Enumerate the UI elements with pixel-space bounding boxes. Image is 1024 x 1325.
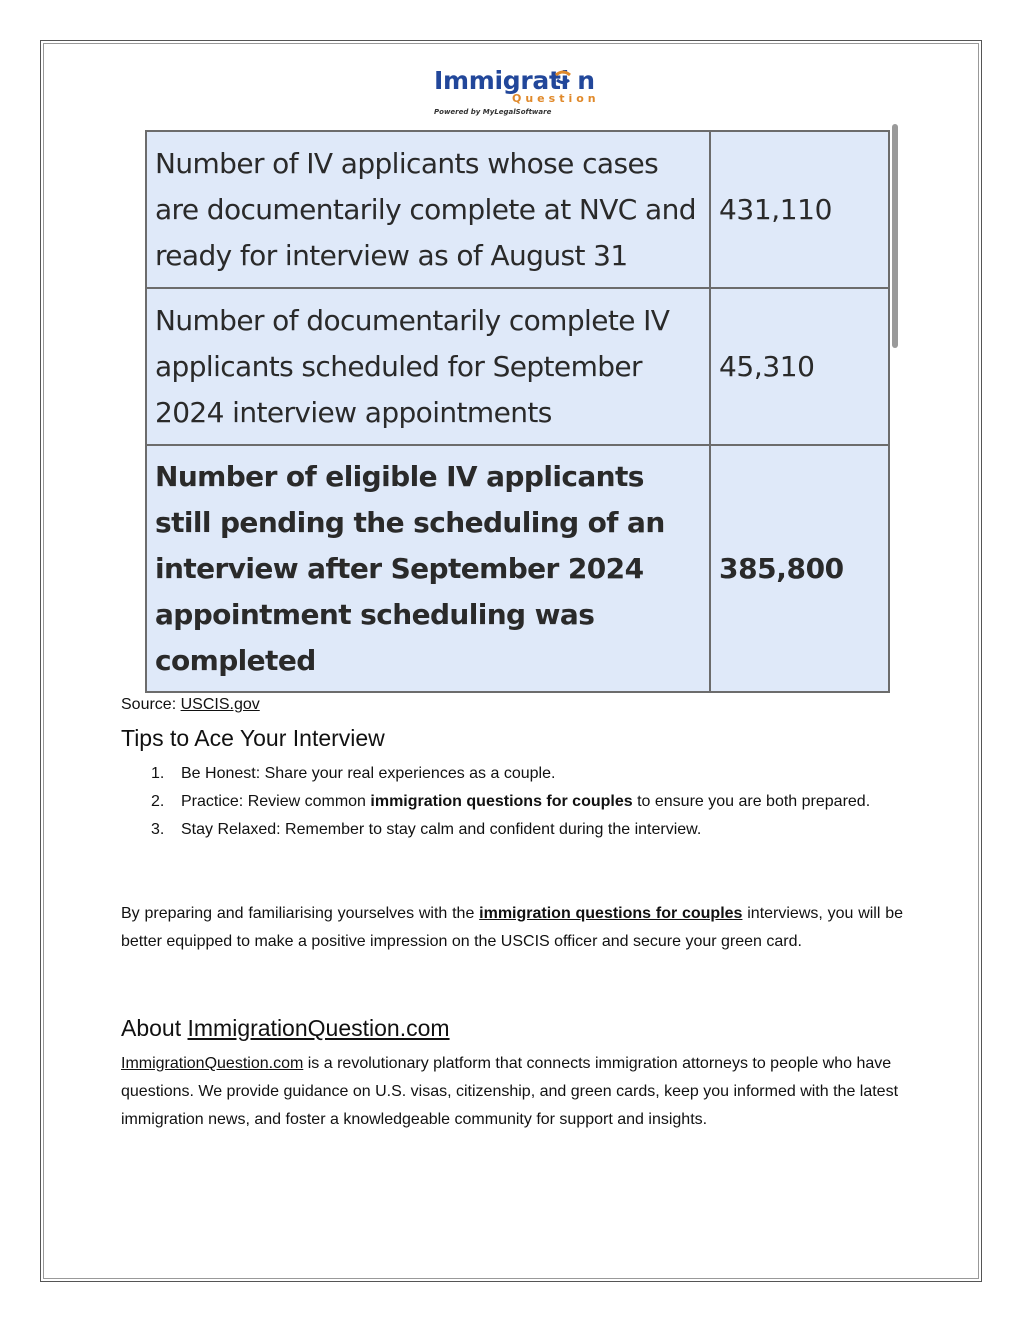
list-item-text-end: to ensure you are both prepared. (632, 793, 871, 810)
list-item-text: Stay Relaxed: Remember to stay calm and confident during the interview. (181, 821, 702, 838)
table-cell-label: Number of IV applicants whose cases are documentarily complete at NVC and ready for interview as of August 31 (146, 131, 710, 288)
list-item (121, 760, 903, 788)
table-cell-label: Number of documentarily complete IV applicants scheduled for September 2024 interview appointments (146, 288, 710, 445)
list-item-number: 3. (151, 821, 165, 838)
source-prefix: Source: (121, 696, 181, 713)
list-item (121, 816, 903, 844)
immigration-question-logo (434, 66, 604, 120)
source-link[interactable]: USCIS.gov (180, 696, 260, 713)
list-item (121, 788, 903, 816)
about-heading-link[interactable]: ImmigrationQuestion.com (187, 1015, 450, 1041)
table-scrollbar[interactable] (892, 124, 898, 348)
logo-powered-by: Powered by MyLegalSoftware (434, 108, 552, 116)
table-row (146, 288, 889, 445)
table-cell-value: 385,800 (710, 445, 889, 692)
about-text: is a revolutionary platform that connects immigration attorneys to people who have questions. We provide guidance on U.S. visas, citizenship, and green cards, keep you informed with the latest immigration news, and foster a knowledgeable community for support and insights. (121, 1055, 899, 1128)
closing-text-end: interviews, you will be better equipped to make a positive impression on the USCIS officer and secure your green card. (121, 905, 904, 950)
list-item-text: Be Honest: Share your real experiences as a couple. (181, 765, 556, 782)
about-heading (121, 1015, 450, 1042)
closing-text-start: By preparing and familiarising yourselves with the (121, 905, 480, 922)
table-row (146, 131, 889, 288)
table-cell-value: 45,310 (710, 288, 889, 445)
list-item-text-start: Practice: Review common (181, 793, 371, 810)
table-cell-value: 431,110 (710, 131, 889, 288)
list-item-keyword: immigration questions for couples (370, 793, 633, 810)
nvc-statistics-table (145, 130, 890, 693)
source-line (121, 696, 260, 714)
table-row (146, 445, 889, 692)
tips-list (121, 760, 903, 844)
site-link[interactable]: ImmigrationQuestion.com (121, 1055, 304, 1072)
closing-paragraph (121, 900, 903, 956)
logo-o-mark-icon (555, 68, 571, 92)
about-paragraph (121, 1050, 911, 1134)
logo-subtitle: Question (512, 92, 600, 105)
table-cell-label: Number of eligible IV applicants still pending the scheduling of an interview after September 2024 appointment scheduling was completed (146, 445, 710, 692)
tips-heading: Tips to Ace Your Interview (121, 725, 385, 751)
couples-questions-link[interactable]: immigration questions for couples (479, 905, 743, 922)
list-item-number: 2. (151, 793, 165, 810)
logo-wordmark: Immigrati n (434, 66, 595, 95)
about-heading-prefix: About (121, 1015, 188, 1041)
list-item-number: 1. (151, 765, 165, 782)
